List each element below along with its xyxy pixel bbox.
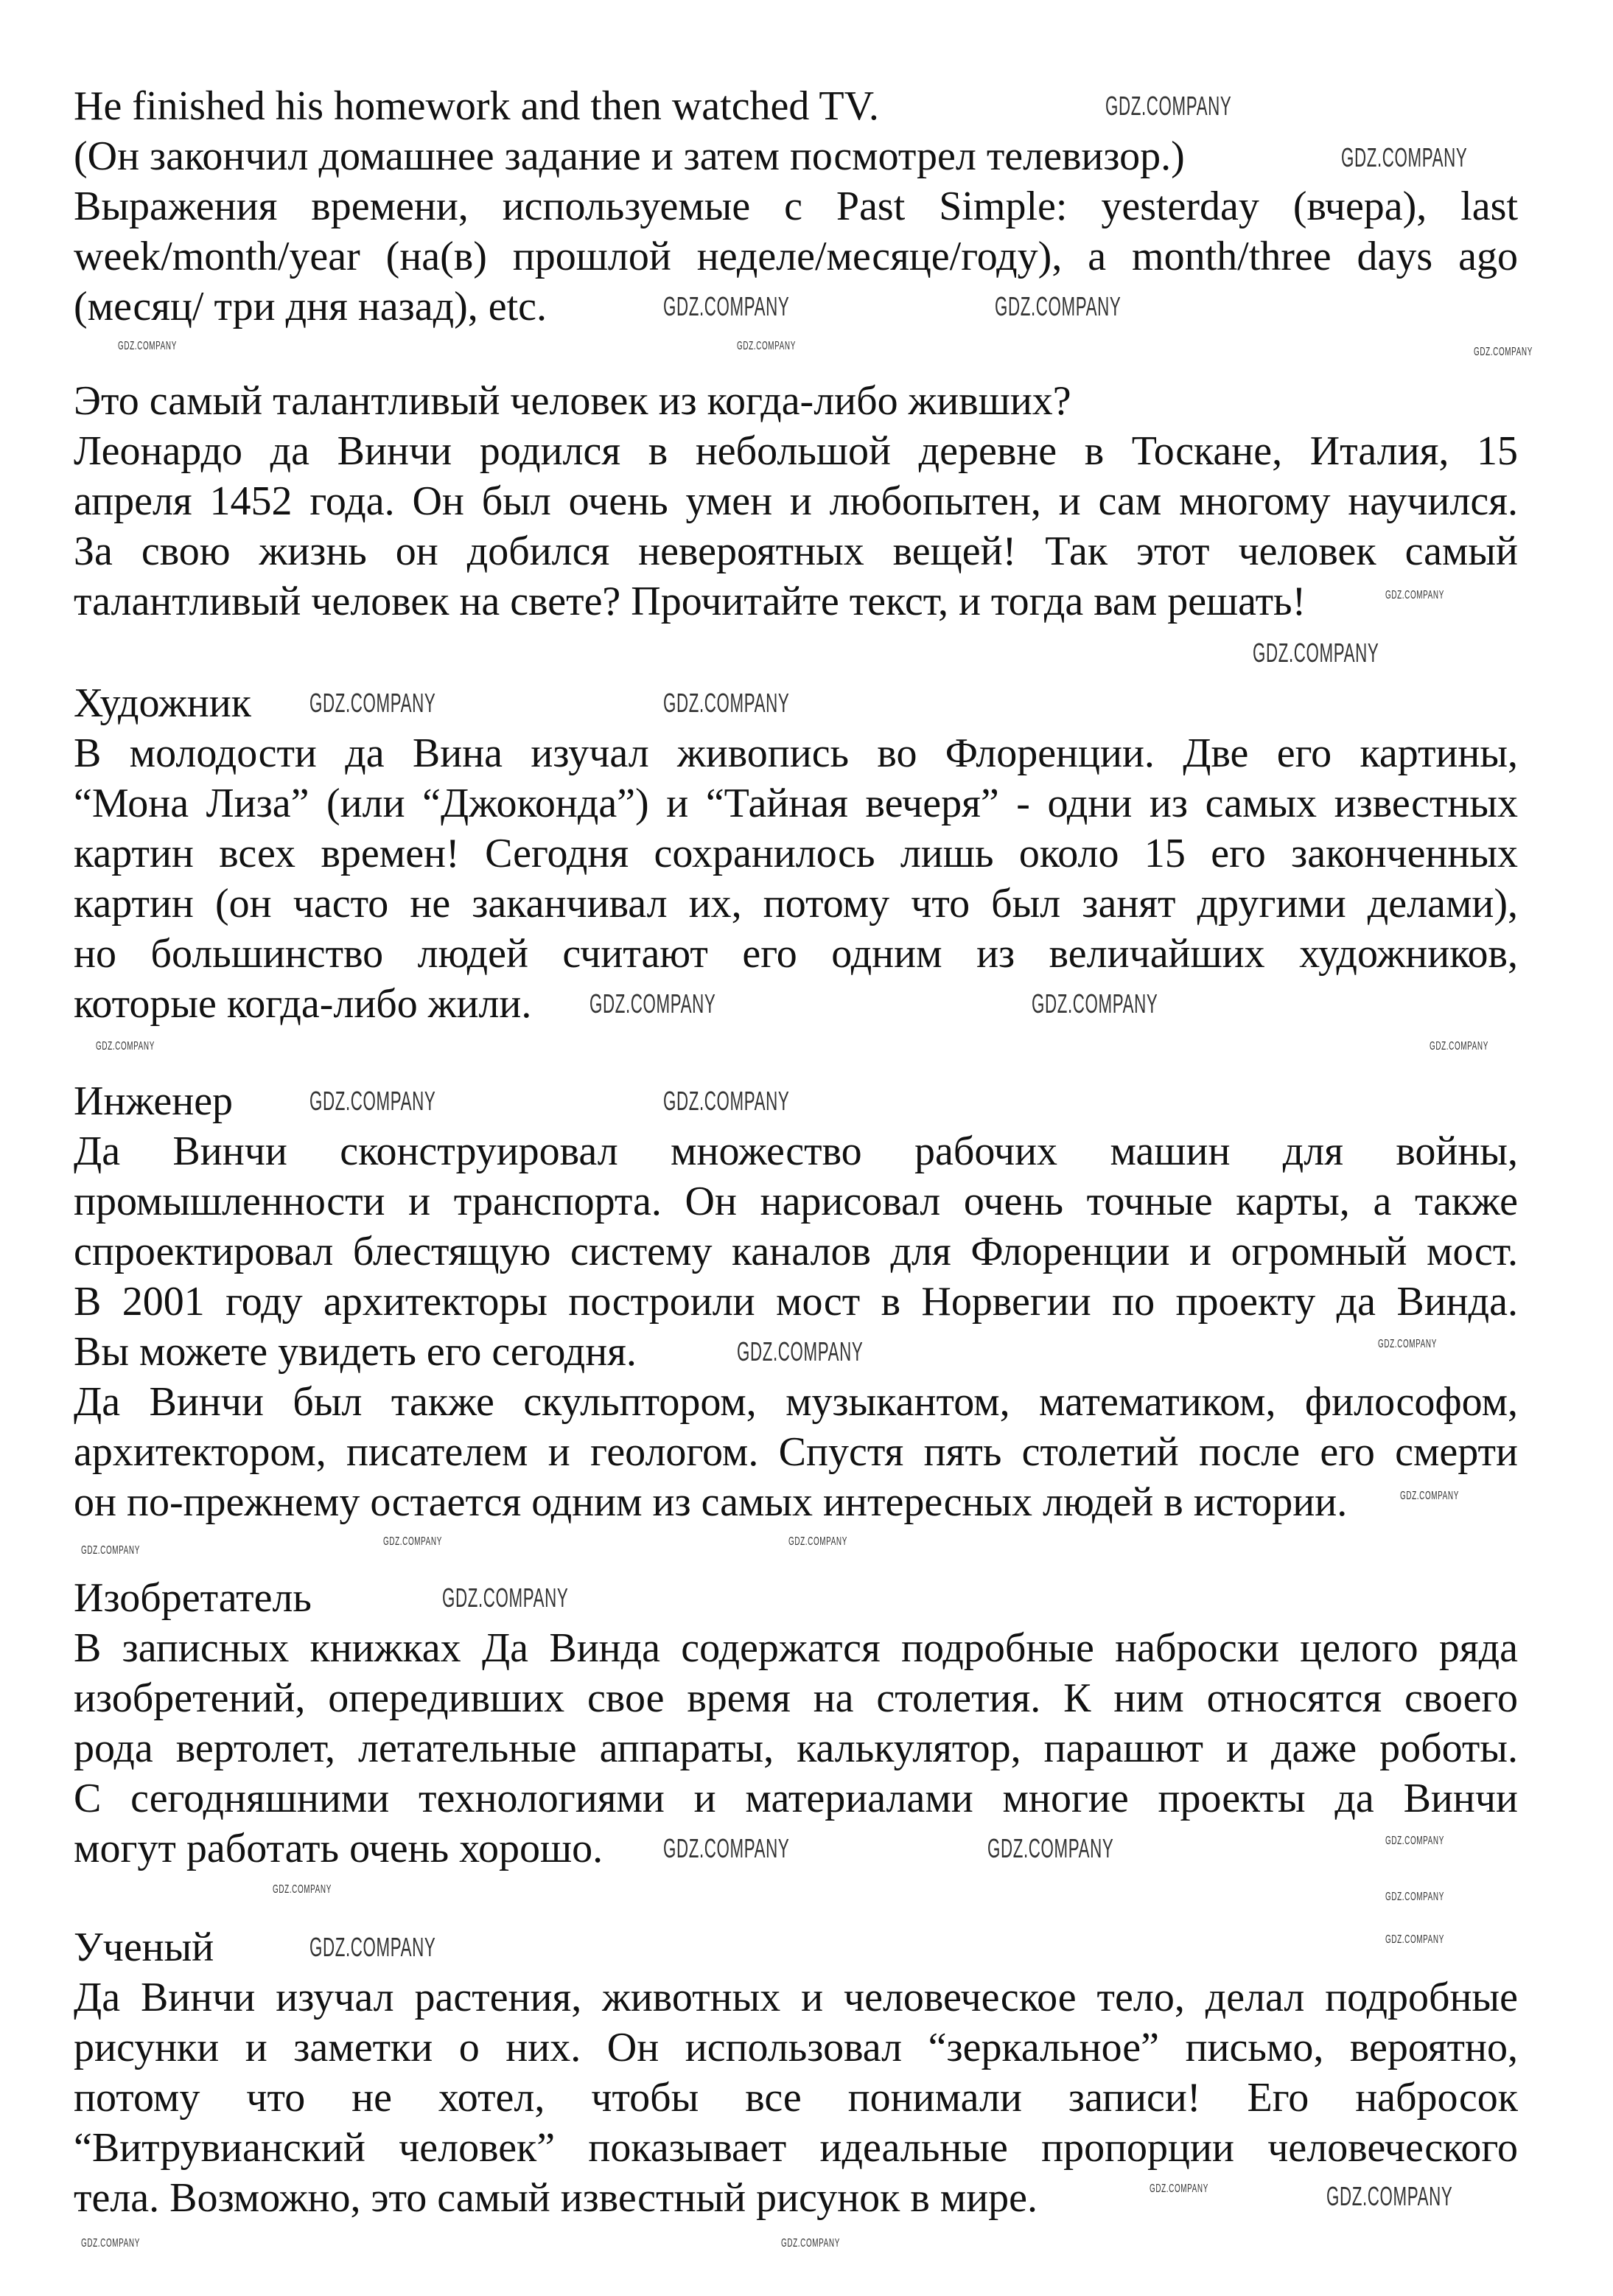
text-line: рода вертолет, летательные аппараты, калькулятор, парашют и даже роботы. [74,1726,1518,1771]
watermark-text: GDZ.COMPANY [737,1336,864,1367]
text-line: За свою жизнь он добился невероятных вещей! Так этот человек самый [74,528,1518,574]
text-line: “Мона Лиза” (или “Джоконда”) и “Тайная вечеря” - одни из самых известных [74,781,1518,826]
text-line: потому что не хотел, чтобы все понимали записи! Его набросок [74,2075,1518,2121]
watermark-text: GDZ.COMPANY [737,340,796,352]
watermark-text: GDZ.COMPANY [1385,1835,1444,1847]
watermark-text: GDZ.COMPANY [1385,589,1444,601]
section-artist [74,678,1518,1029]
watermark-text: GDZ.COMPANY [273,1883,332,1896]
watermark-text: GDZ.COMPANY [1253,638,1379,668]
watermark-text: GDZ.COMPANY [1400,1490,1459,1502]
text-line: week/month/year (на(в) прошлой неделе/месяце/году), a month/three days ago [74,234,1518,279]
section-question [74,376,1518,627]
text-line: талантливый человек на свете? Прочитайте текст, и тогда вам решать! [74,579,1306,624]
watermark-text: GDZ.COMPANY [663,688,790,718]
text-line: рисунки и заметки о них. Он использовал “зеркальное” письмо, вероятно, [74,2025,1518,2070]
watermark-text: GDZ.COMPANY [309,1086,436,1116]
text-line: В молодости да Вина изучал живопись во Флоренции. Две его картины, [74,730,1518,776]
text-line: тела. Возможно, это самый известный рисунок в мире. [74,2175,1038,2221]
section-engineer [74,1076,1518,1527]
section-scientist [74,1922,1518,2223]
watermark-text: GDZ.COMPANY [663,291,790,321]
watermark-text: GDZ.COMPANY [1385,1891,1444,1903]
text-line: изобретений, опередивших свое время на столетия. К ним относятся своего [74,1675,1518,1721]
section-heading: Инженер [74,1078,234,1124]
watermark-text: GDZ.COMPANY [987,1833,1114,1863]
watermark-text: GDZ.COMPANY [781,2237,840,2250]
text-line: Да Винчи изучал растения, животных и человеческое тело, делал подробные [74,1975,1518,2020]
text-line: которые когда-либо жили. [74,981,532,1027]
watermark-text: GDZ.COMPANY [1341,142,1468,172]
text-line: промышленности и транспорта. Он нарисовал очень точные карты, а также [74,1179,1518,1224]
watermark-text: GDZ.COMPANY [995,291,1122,321]
text-line: В записных книжках Да Винда содержатся подробные наброски целого ряда [74,1625,1518,1671]
text-line: Это самый талантливый человек из когда-либо живших? [74,378,1071,424]
text-line: он по-прежнему остается одним из самых интересных людей в истории. [74,1479,1348,1525]
text-line: апреля 1452 года. Он был очень умен и любопытен, и сам многому научился. [74,478,1518,524]
text-line: картин всех времен! Сегодня сохранилось лишь около 15 его законченных [74,831,1518,876]
text-line: но большинство людей считают его одним из величайших художников, [74,931,1518,977]
watermark-text: GDZ.COMPANY [1378,1338,1437,1350]
watermark-text: GDZ.COMPANY [383,1535,442,1548]
watermark-text: GDZ.COMPANY [1032,988,1158,1019]
watermark-text: GDZ.COMPANY [81,2237,140,2250]
text-line: Да Винчи сконструировал множество рабочих машин для войны, [74,1128,1518,1174]
text-line: могут работать очень хорошо. [74,1826,603,1871]
text-line: С сегодняшними технологиями и материалами многие проекты да Винчи [74,1776,1518,1821]
watermark-text: GDZ.COMPANY [663,1833,790,1863]
watermark-text: GDZ.COMPANY [1326,2181,1453,2211]
text-line: картин (он часто не заканчивал их, потому что был занят другими делами), [74,881,1518,927]
watermark-text: GDZ.COMPANY [442,1583,569,1613]
section-intro [74,81,1518,332]
section-heading: Ученый [74,1925,214,1970]
text-line: He finished his homework and then watched TV. [74,83,879,129]
text-line: архитектором, писателем и геологом. Спустя пять столетий после его смерти [74,1429,1518,1475]
watermark-text: GDZ.COMPANY [788,1535,847,1548]
watermark-text: GDZ.COMPANY [1150,2182,1208,2195]
text-line: Да Винчи был также скульптором, музыкантом, математиком, философом, [74,1379,1518,1425]
watermark-text: GDZ.COMPANY [1105,91,1232,121]
watermark-text: GDZ.COMPANY [118,340,177,352]
section-inventor [74,1573,1518,1874]
text-line: В 2001 году архитекторы построили мост в Норвегии по проекту да Винда. [74,1279,1518,1325]
text-line: Леонардо да Винчи родился в небольшой деревне в Тоскане, Италия, 15 [74,428,1518,474]
watermark-text: GDZ.COMPANY [1474,346,1533,358]
watermark-text: GDZ.COMPANY [1430,1040,1488,1053]
watermark-text: GDZ.COMPANY [663,1086,790,1116]
text-line: (Он закончил домашнее задание и затем посмотрел телевизор.) [74,133,1185,179]
watermark-text: GDZ.COMPANY [81,1544,140,1557]
text-line: спроектировал блестящую систему каналов для Флоренции и огромный мост. [74,1229,1518,1274]
text-line: Вы можете увидеть его сегодня. [74,1329,637,1375]
watermark-text: GDZ.COMPANY [309,1932,436,1962]
section-heading: Изобретатель [74,1575,312,1621]
watermark-text: GDZ.COMPANY [589,988,716,1019]
section-heading: Художник [74,680,251,726]
watermark-text: GDZ.COMPANY [1385,1933,1444,1946]
text-line: Выражения времени, используемые с Past Simple: yesterday (вчера), last [74,184,1518,229]
text-line: “Витрувианский человек” показывает идеальные пропорции человеческого [74,2125,1518,2171]
watermark-text: GDZ.COMPANY [309,688,436,718]
text-line: (месяц/ три дня назад), etc. [74,284,547,329]
watermark-text: GDZ.COMPANY [96,1040,155,1053]
